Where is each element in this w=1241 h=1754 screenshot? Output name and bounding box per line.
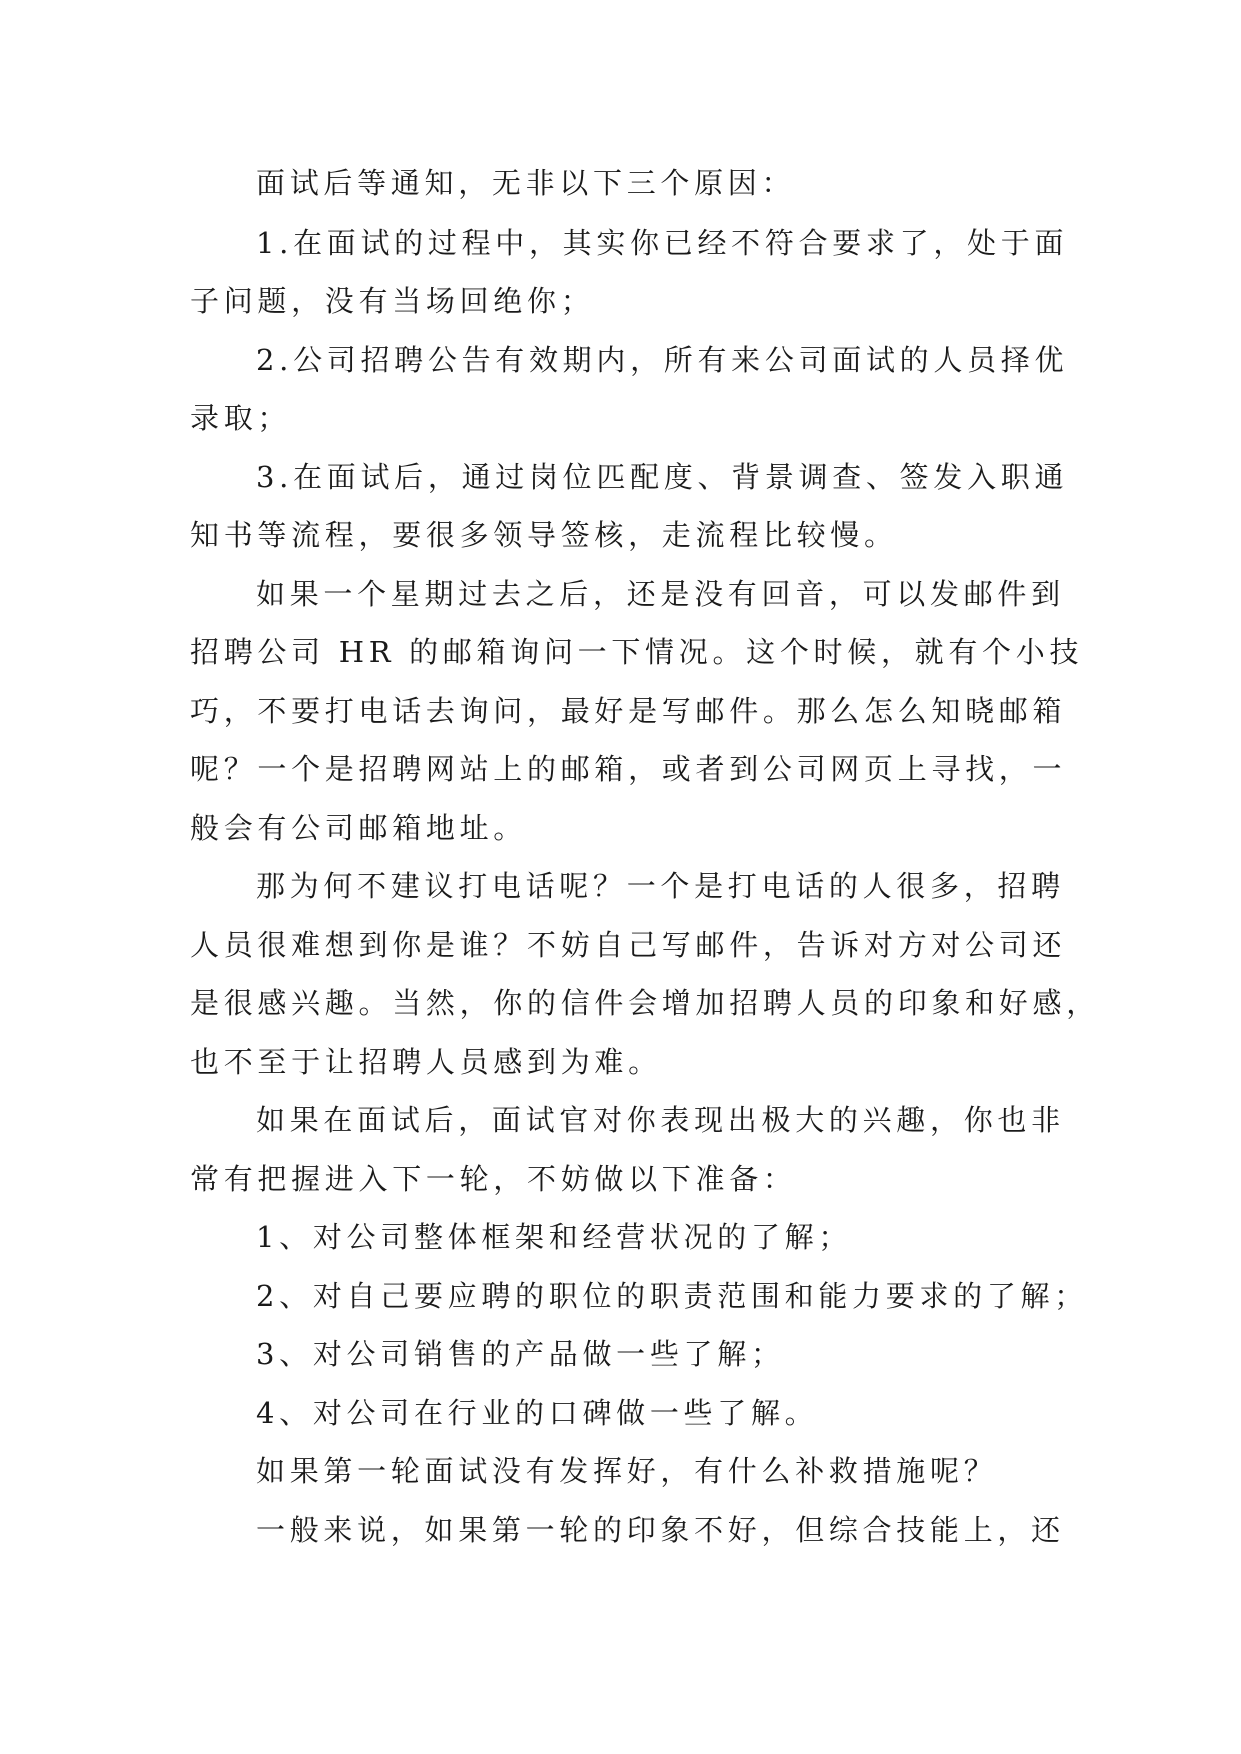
text-line: 也不至于让招聘人员感到为难。 xyxy=(190,1045,662,1079)
text-line: 如果一个星期过去之后，还是没有回音，可以发邮件到 xyxy=(256,577,1065,611)
text-line: 如果在面试后，面试官对你表现出极大的兴趣，你也非 xyxy=(256,1103,1065,1137)
text-line: 子问题，没有当场回绝你； xyxy=(190,284,595,318)
text-line: 2.公司招聘公告有效期内，所有来公司面试的人员择优 xyxy=(256,343,1069,377)
text-line: 常有把握进入下一轮，不妨做以下准备： xyxy=(190,1162,797,1196)
text-line: 那为何不建议打电话呢？一个是打电话的人很多，招聘 xyxy=(256,869,1065,903)
text-line: 招聘公司 HR 的邮箱询问一下情况。这个时候，就有个小技 xyxy=(190,635,1084,669)
text-line: 一般来说，如果第一轮的印象不好，但综合技能上，还 xyxy=(256,1513,1065,1547)
text-line: 般会有公司邮箱地址。 xyxy=(190,811,528,845)
list-item: 4、对公司在行业的口碑做一些了解。 xyxy=(256,1396,819,1430)
list-item: 2、对自己要应聘的职位的职责范围和能力要求的了解； xyxy=(256,1279,1088,1313)
text-line: 面试后等通知，无非以下三个原因： xyxy=(256,166,796,200)
text-line: 1.在面试的过程中，其实你已经不符合要求了，处于面 xyxy=(256,226,1069,260)
text-line: 是很感兴趣。当然，你的信件会增加招聘人员的印象和好感， xyxy=(190,986,1100,1020)
text-line: 巧，不要打电话去询问，最好是写邮件。那么怎么知晓邮箱 xyxy=(190,694,1067,728)
text-line: 呢？一个是招聘网站上的邮箱，或者到公司网页上寻找，一 xyxy=(190,752,1067,786)
text-line: 人员很难想到你是谁？不妨自己写邮件，告诉对方对公司还 xyxy=(190,928,1067,962)
list-item: 1、对公司整体框架和经营状况的了解； xyxy=(256,1220,853,1254)
text-line: 3.在面试后，通过岗位匹配度、背景调查、签发入职通 xyxy=(256,460,1069,494)
text-line: 如果第一轮面试没有发挥好，有什么补救措施呢？ xyxy=(256,1454,998,1488)
text-line: 知书等流程，要很多领导签核，走流程比较慢。 xyxy=(190,518,898,552)
text-line: 录取； xyxy=(190,401,292,435)
list-item: 3、对公司销售的产品做一些了解； xyxy=(256,1337,785,1371)
